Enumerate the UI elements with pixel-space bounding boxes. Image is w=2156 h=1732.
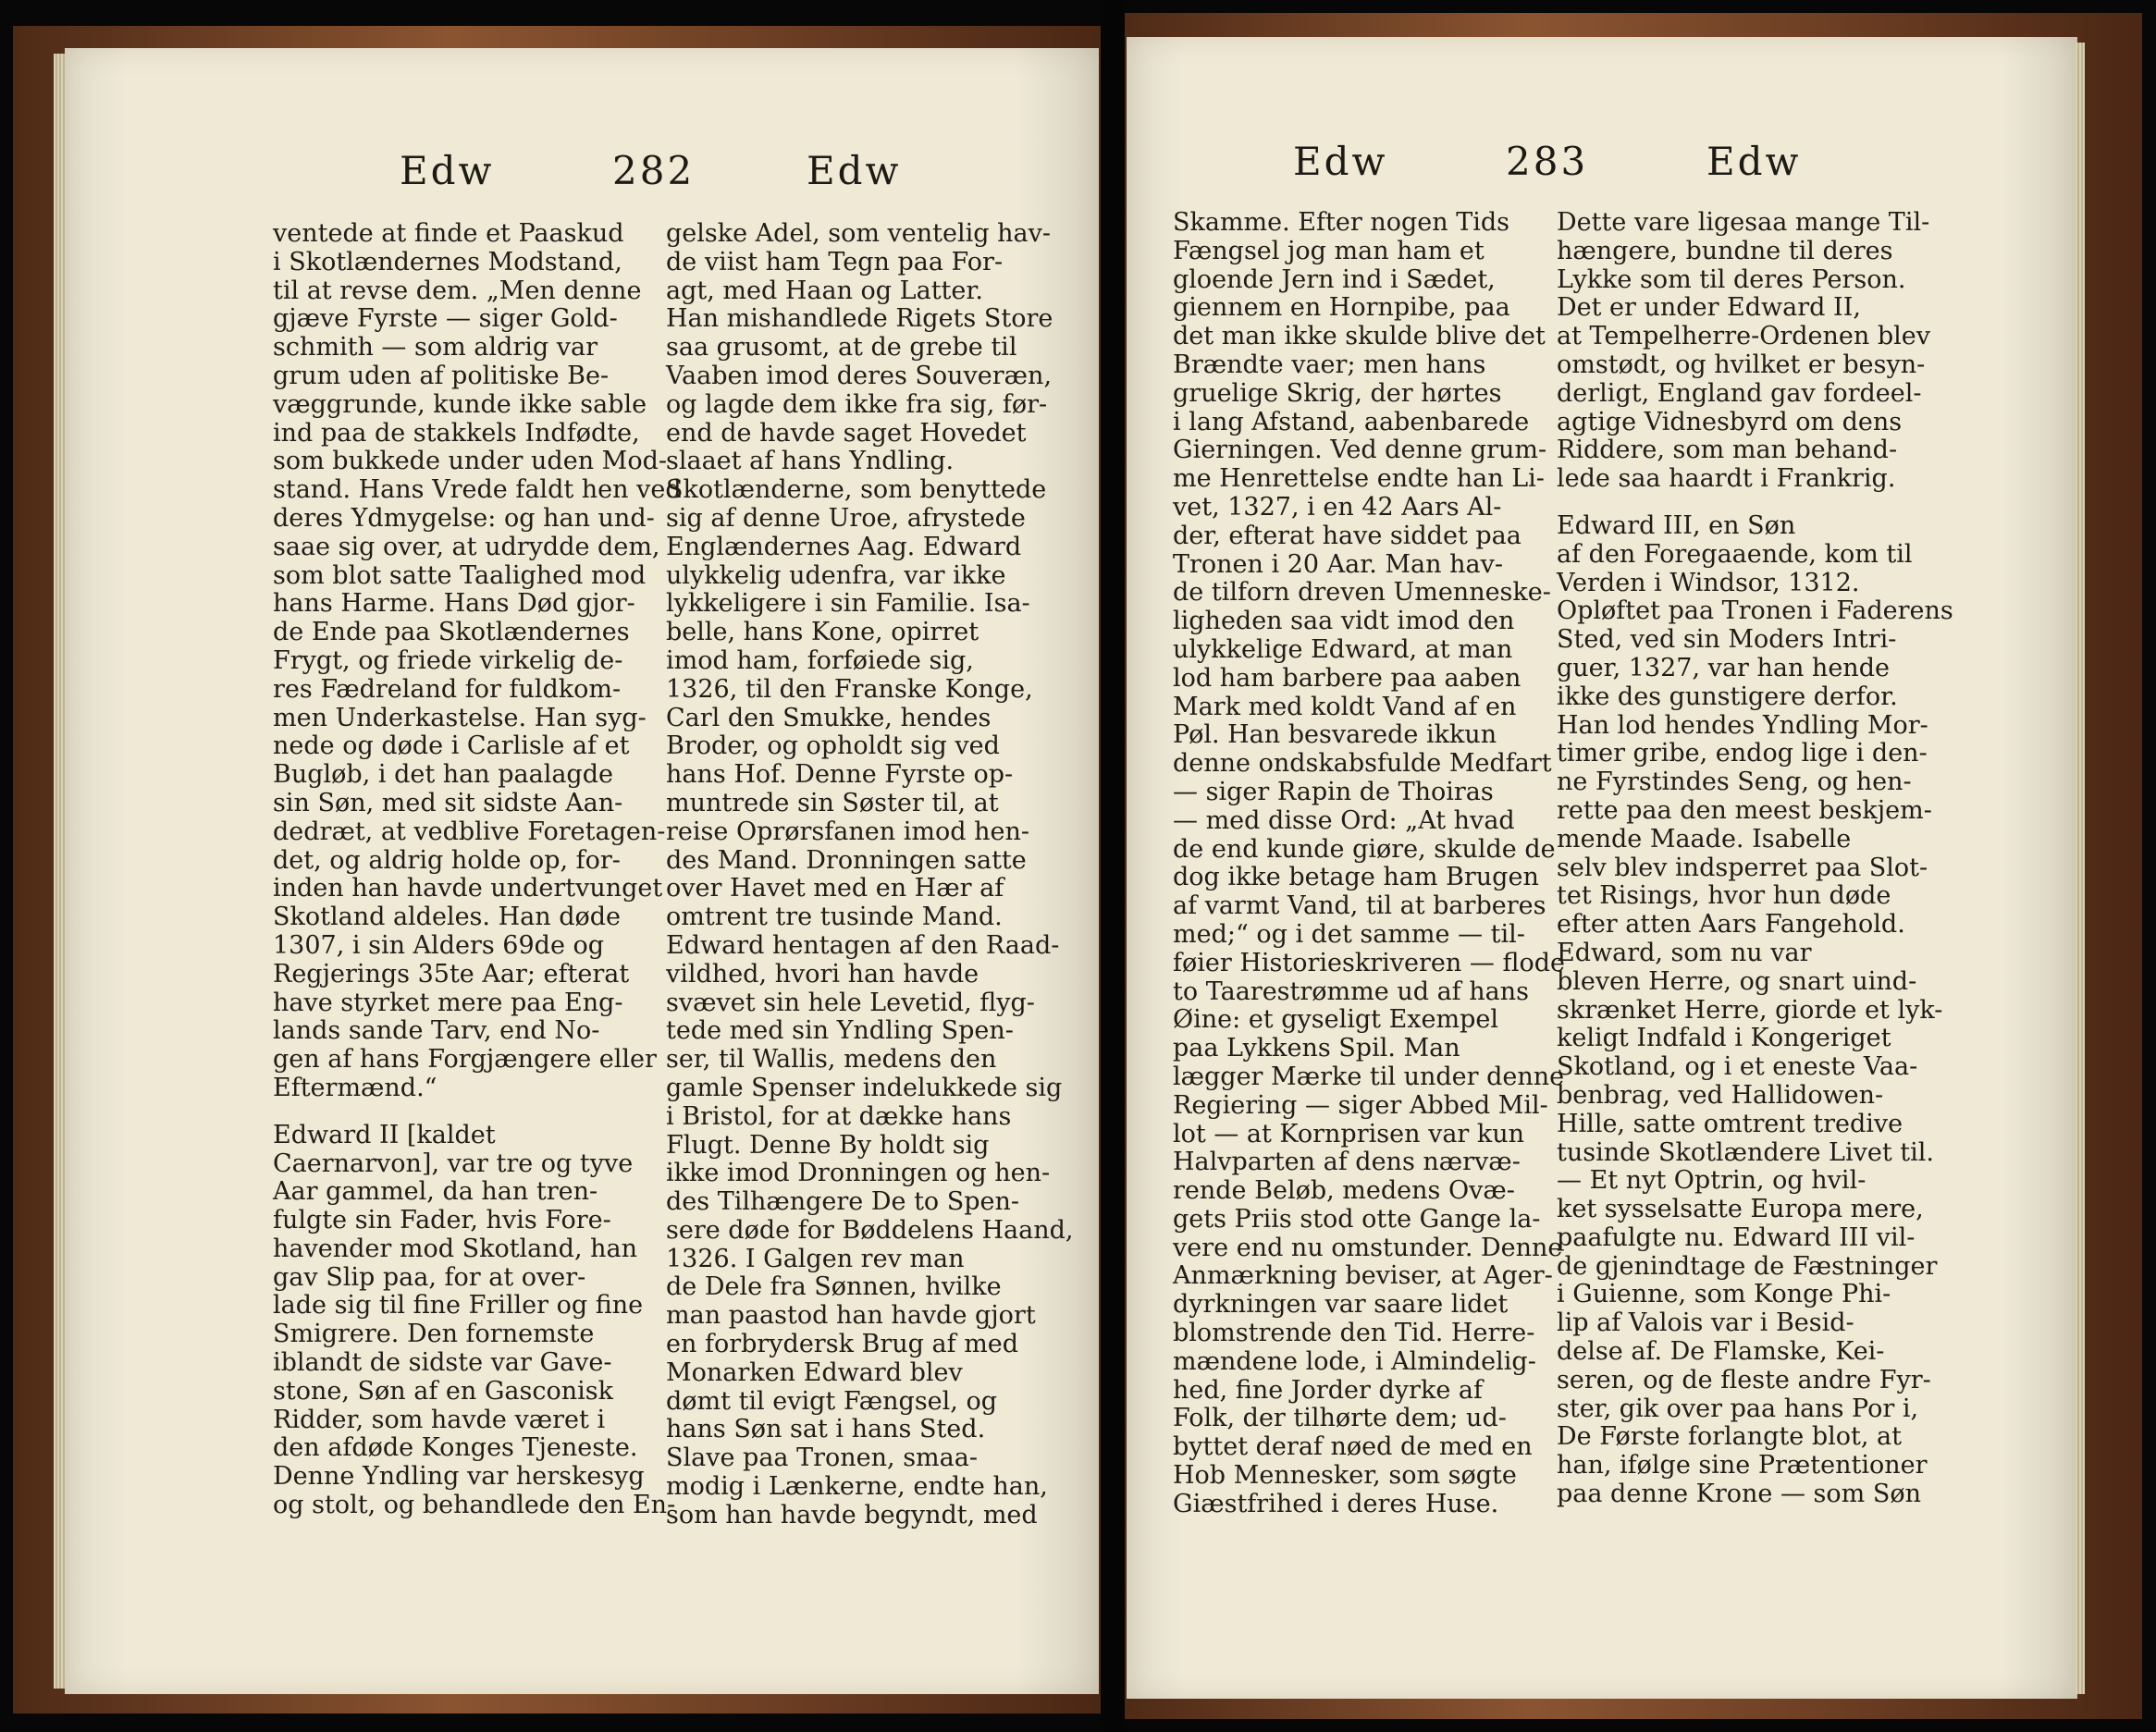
text-line: til at revse dem. „Men denne [273,276,642,305]
text-line: hans Hof. Denne Fyrste op- [666,760,1014,790]
running-head-right: Edw [1706,139,1802,184]
text-line: men Underkastelse. Han syg- [273,703,647,732]
text-line: Giæstfrihed i deres Huse. [1173,1489,1499,1518]
text-line: Det er under Edward II, [1557,293,1861,323]
text-line: paa Lykkens Spil. Man [1173,1034,1460,1063]
text-line: agtige Vidnesbyrd om dens [1557,407,1903,436]
text-line: som bukkede under uden Mod- [273,447,667,476]
text-line: han, ifølge sine Prætentioner [1557,1451,1928,1480]
text-line: modig i Lænkerne, endte han, [666,1472,1048,1502]
text-line: de Ende paa Skotlændernes [273,618,630,647]
text-line: Edward III, en Søn [1557,510,1796,540]
page-number-right: 283 [1506,139,1589,184]
text-line: Flugt. Denne By holdt sig [666,1130,990,1160]
text-line: Skamme. Efter nogen Tids [1173,208,1509,237]
text-line: Fængsel jog man ham et [1173,236,1485,265]
text-line: des Mand. Dronningen satte [666,845,1027,875]
text-line: ne Fyrstindes Seng, og hen- [1557,768,1912,797]
text-line: dyrkningen var saare lidet [1173,1290,1509,1320]
text-line: dedræt, at vedblive Foretagen- [273,817,666,846]
text-line: gets Priis stod otte Gange la- [1173,1204,1541,1234]
text-line: me Henrettelse endte han Li- [1173,464,1545,494]
text-line: Eftermænd.“ [273,1073,437,1102]
text-line: over Havet med en Hær af [666,874,1004,903]
text-line: guer, 1327, var han hende [1557,653,1890,682]
text-line: iblandt de sidste var Gave- [273,1348,612,1378]
text-line: og stolt, og behandlede den En- [273,1491,676,1520]
text-line: i lang Afstand, aabenbarede [1173,407,1530,436]
text-line: det, og aldrig holde op, for- [273,845,621,875]
text-line: i Guienne, som Konge Phi- [1557,1280,1891,1309]
text-line: vere end nu omstunder. Denne [1173,1233,1563,1262]
text-line: paafulgte nu. Edward III vil- [1557,1222,1916,1252]
text-line: Hille, satte omtrent tredive [1557,1109,1903,1138]
text-line: reise Oprørsfanen imod hen- [666,817,1029,846]
text-line: — Et nyt Optrin, og hvil- [1557,1166,1866,1196]
text-line: Brændte vaer; men hans [1173,350,1486,379]
text-line: efter atten Aars Fangehold. [1557,910,1905,940]
right-page-column-1 [1173,209,1565,1519]
text-line: Skotland aldeles. Han døde [273,903,621,932]
text-line: væggrunde, kunde ikke sable [273,389,647,419]
text-line: de gjenindtage de Fæstninger [1557,1251,1938,1281]
text-line: Anmærkning beviser, at Ager- [1173,1261,1553,1291]
text-line: des Tilhængere De to Spen- [666,1187,1020,1217]
text-line: Smigrere. Den fornemste [273,1320,595,1349]
text-line: denne ondskabsfulde Medfart [1173,749,1552,779]
text-line: fulgte sin Fader, hvis Fore- [273,1206,611,1235]
text-line: tet Risings, hvor hun døde [1557,881,1891,911]
text-line: giennem en Hornpibe, paa [1173,293,1510,323]
running-head-left: Edw [1293,139,1388,184]
text-line: ikke imod Dronningen og hen- [666,1159,1051,1188]
text-line: den afdøde Konges Tjeneste. [273,1433,638,1463]
text-line: Han lod hendes Yndling Mor- [1557,710,1928,740]
text-line: ventede at finde et Paaskud [273,219,624,248]
spine-gutter [1101,0,1125,1732]
text-line: — med disse Ord: „At hvad [1173,805,1515,835]
text-line: schmith — som aldrig var [273,333,598,362]
text-line: Regiering — siger Abbed Mil- [1173,1090,1548,1120]
text-line: sin Søn, med sit sidste Aan- [273,788,623,817]
text-line: stone, Søn af en Gasconisk [273,1376,613,1406]
text-line: rende Beløb, medens Ovæ- [1173,1176,1515,1206]
running-head-left: Edw [400,148,495,193]
text-line: Skotlænderne, som benyttede [666,475,1047,505]
text-line: Bugløb, i det han paalagde [273,760,613,790]
text-line: 1326. I Galgen rev man [666,1244,965,1273]
text-line: hans Søn sat i hans Sted. [666,1415,986,1444]
text-line: i Skotlændernes Modstand, [273,247,622,276]
page-edges-right [2076,43,2085,1694]
text-line: Carl den Smukke, hendes [666,703,992,732]
text-line: — siger Rapin de Thoiras [1173,777,1494,806]
text-line: blomstrende den Tid. Herre- [1173,1319,1535,1348]
text-line: Lykke som til deres Person. [1557,264,1906,294]
text-line: Opløftet paa Tronen i Faderens [1557,596,1953,626]
text-line: gjæve Fyrste — siger Gold- [273,304,618,334]
text-line: have styrket mere paa Eng- [273,988,623,1017]
text-line: Øine: et gyseligt Exempel [1173,1005,1499,1035]
text-line: 1307, i sin Alders 69de og [273,930,605,960]
text-line: ser, til Wallis, medens den [666,1045,997,1075]
text-line: hans Harme. Hans Død gjor- [273,589,635,619]
text-line: i Bristol, for at dække hans [666,1101,1012,1131]
text-line: Verden i Windsor, 1312. [1557,568,1860,597]
text-line: ind paa de stakkels Indfødte, [273,418,640,448]
page-number-left: 282 [612,148,696,193]
running-head-right: Edw [807,148,902,193]
text-line: Skotland, og i et eneste Vaa- [1557,1052,1918,1082]
text-line: De Første forlangte blot, at [1557,1422,1903,1452]
text-line: en forbrydersk Brug af med [666,1330,1019,1359]
text-line: sere døde for Bøddelens Haand, [666,1215,1074,1245]
text-line: gen af hans Forgjængere eller [273,1045,657,1075]
text-line: gamle Spenser indelukkede sig [666,1073,1063,1102]
text-line: vet, 1327, i en 42 Aars Al- [1173,492,1502,522]
text-line: lip af Valois var i Besid- [1557,1308,1854,1338]
text-line: byttet deraf nøed de med en [1173,1432,1533,1462]
text-line: Mark med koldt Vand af en [1173,692,1517,721]
left-page-column-2 [666,220,1074,1530]
text-line: agt, med Haan og Latter. [666,276,983,305]
text-line: gruelige Skrig, der hørtes [1173,378,1502,408]
text-line: gelske Adel, som ventelig hav- [666,219,1051,248]
text-line: Englændernes Aag. Edward [666,532,1022,561]
text-line: saae sig over, at udrydde dem, [273,532,660,561]
text-line: res Fædreland for fuldkom- [273,674,622,704]
text-line: belle, hans Kone, opirret [666,618,979,647]
text-line: lod ham barbere paa aaben [1173,663,1522,693]
text-line: lands sande Tarv, end No- [273,1016,600,1046]
text-line: føier Historieskriveren — flode [1173,948,1565,977]
text-line: Aar gammel, da han tren- [273,1177,598,1207]
text-line: muntrede sin Søster til, at [666,788,999,817]
text-line: lade sig til fine Friller og fine [273,1291,644,1320]
text-line: Edward II [kaldet [273,1120,496,1149]
text-line: deres Ydmygelse: og han und- [273,503,655,533]
text-line: lykkeligere i sin Familie. Isa- [666,589,1030,619]
text-line: som blot satte Taalighed mod [273,560,647,590]
text-line: at Tempelherre-Ordenen blev [1557,322,1930,351]
text-line: gloende Jern ind i Sædet, [1173,264,1496,294]
text-line: Sted, ved sin Moders Intri- [1557,625,1897,655]
text-line: svævet sin hele Levetid, flyg- [666,988,1035,1017]
text-line: Edward hentagen af den Raad- [666,930,1060,960]
text-line: omstødt, og hvilket er besyn- [1557,350,1926,379]
text-line: omtrent tre tusinde Mand. [666,903,1003,932]
text-line: Denne Yndling var herskesyg [273,1462,645,1492]
text-line: rette paa den meest beskjem- [1557,795,1932,825]
text-line: som han havde begyndt, med [666,1500,1038,1529]
left-page-column-1 [273,220,682,1520]
text-line: tusinde Skotlændere Livet til. [1557,1137,1934,1167]
text-line: stand. Hans Vrede faldt hen ved [273,475,682,505]
text-line: lede saa haardt i Frankrig. [1557,464,1896,494]
text-line: Ridder, som havde været i [273,1405,606,1434]
text-line: hængere, bundne til deres [1557,236,1893,265]
text-line: lot — at Kornprisen var kun [1173,1119,1525,1149]
text-line: Monarken Edward blev [666,1357,963,1387]
text-line: end de havde saget Hovedet [666,418,1027,448]
text-line: grum uden af politiske Be- [273,361,610,390]
text-line: skrænket Herre, giorde et lyk- [1557,995,1943,1025]
text-line: af varmt Vand, til at barberes [1173,891,1546,921]
text-line: gav Slip paa, for at over- [273,1262,586,1292]
text-line: de viist ham Tegn paa For- [666,247,1004,276]
text-line: to Taarestrømme ud af hans [1173,977,1529,1006]
text-line: ligheden saa vidt imod den [1173,607,1515,636]
text-line: mende Maade. Isabelle [1557,824,1852,854]
text-line: Vaaben imod deres Souveræn, [666,361,1053,390]
text-line: Broder, og opholdt sig ved [666,731,1000,761]
text-line: hed, fine Jorder dyrke af [1173,1375,1483,1405]
text-line: vildhed, hvori han havde [666,959,979,989]
text-line: nede og døde i Carlisle af et [273,731,630,761]
text-line: Edward, som nu var [1557,938,1812,967]
text-line: havender mod Skotland, han [273,1234,637,1263]
text-line: de Dele fra Sønnen, hvilke [666,1272,1002,1302]
text-line: ster, gik over paa hans Por i, [1557,1394,1919,1423]
text-line: Hob Mennesker, som søgte [1173,1461,1517,1491]
text-line: slaaet af hans Yndling. [666,447,955,476]
text-line: de end kunde giøre, skulde de [1173,834,1556,864]
text-line: derligt, England gav fordeel- [1557,378,1922,408]
text-line: af den Foregaaende, kom til [1557,539,1913,569]
text-line: benbrag, ved Hallidowen- [1557,1080,1884,1110]
text-line: mændene lode, i Almindelig- [1173,1346,1536,1376]
text-line: bleven Herre, og snart uind- [1557,966,1917,996]
text-line: delse af. De Flamske, Kei- [1557,1337,1885,1367]
text-line: Riddere, som man behand- [1557,436,1898,465]
text-line: ket sysselsatte Europa mere, [1557,1195,1924,1224]
text-line: Folk, der tilhørte dem; ud- [1173,1404,1507,1433]
text-line: de tilforn dreven Umenneske- [1173,578,1551,608]
text-line: paa denne Krone — som Søn [1557,1480,1921,1509]
text-line: man paastod han havde gjort [666,1301,1036,1331]
text-line: Slave paa Tronen, smaa- [666,1443,978,1473]
text-line: ulykkelig udenfra, var ikke [666,560,1006,590]
text-line: sig af denne Uroe, afrystede [666,503,1026,533]
text-line: med;“ og i det samme — til- [1173,919,1525,949]
text-line: selv blev indsperret paa Slot- [1557,853,1928,882]
text-line: 1326, til den Franske Konge, [666,674,1033,704]
text-line: ulykkelige Edward, at man [1173,634,1513,664]
text-line: Halvparten af dens nærvæ- [1173,1148,1521,1177]
text-line: Han mishandlede Rigets Store [666,304,1053,334]
text-line: det man ikke skulde blive det [1173,322,1546,351]
text-line: keligt Indfald i Kongeriget [1557,1024,1891,1053]
text-line: inden han havde undertvunget [273,874,663,903]
text-line: Frygt, og friede virkelig de- [273,645,623,675]
text-line: dømt til evigt Fængsel, og [666,1386,997,1416]
text-line: Tronen i 20 Aar. Man hav- [1173,549,1503,579]
text-line: Regjerings 35te Aar; efterat [273,959,630,989]
text-line: Gierningen. Ved denne grum- [1173,436,1547,465]
text-line: der, efterat have siddet paa [1173,521,1522,550]
text-line: og lagde dem ikke fra sig, før- [666,389,1048,419]
text-line: ikke des gunstigere derfor. [1557,682,1898,711]
text-line: timer gribe, endog lige i den- [1557,739,1928,768]
text-line: imod ham, forføiede sig, [666,645,974,675]
text-line: lægger Mærke til under denne [1173,1062,1565,1091]
text-line: tede med sin Yndling Spen- [666,1016,1014,1046]
text-line: dog ikke betage ham Brugen [1173,863,1539,892]
text-line: saa grusomt, at de grebe til [666,333,1017,362]
text-line: Dette vare ligesaa mange Til- [1557,208,1930,237]
text-line: Caernarvon], var tre og tyve [273,1149,634,1178]
right-page-column-2 [1557,209,1953,1509]
text-line: Pøl. Han besvarede ikkun [1173,720,1497,750]
text-line: seren, og de fleste andre Fyr- [1557,1365,1931,1394]
